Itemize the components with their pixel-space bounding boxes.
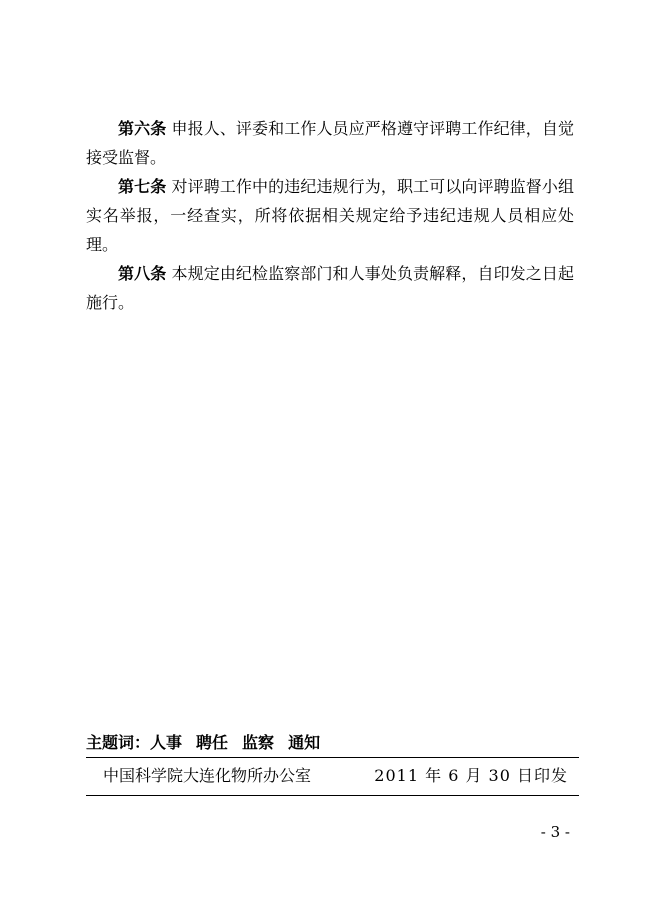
top-divider bbox=[86, 757, 579, 758]
article-7-text: 对评聘工作中的违纪违规行为，职工可以向评聘监督小组实名举报，一经查实，所将依据相关规定给予违纪违规人员相应处理。 bbox=[86, 177, 574, 254]
article-7 bbox=[86, 172, 574, 259]
article-6-text: 申报人、评委和工作人员应严格遵守评聘工作纪律，自觉接受监督。 bbox=[86, 119, 574, 167]
page-number: - 3 - bbox=[540, 823, 570, 841]
article-8-number: 第八条 bbox=[118, 264, 167, 283]
subject-label: 主题词： bbox=[86, 733, 151, 752]
issue-date: 2011 年 6 月 30 日印发 bbox=[374, 766, 568, 785]
subject-keyword: 人事 bbox=[150, 733, 183, 752]
subject-keyword: 聘任 bbox=[196, 733, 229, 752]
subject-keyword: 监察 bbox=[242, 733, 275, 752]
subject-keyword: 通知 bbox=[288, 733, 321, 752]
issuing-organization: 中国科学院大连化物所办公室 bbox=[103, 766, 312, 785]
article-6-number: 第六条 bbox=[118, 119, 167, 138]
article-7-number: 第七条 bbox=[118, 177, 167, 196]
article-8-text: 本规定由纪检监察部门和人事处负责解释，自印发之日起施行。 bbox=[86, 264, 574, 312]
subject-keywords bbox=[86, 733, 320, 753]
article-8 bbox=[86, 259, 574, 317]
bottom-divider bbox=[86, 795, 579, 796]
article-6 bbox=[86, 114, 574, 172]
